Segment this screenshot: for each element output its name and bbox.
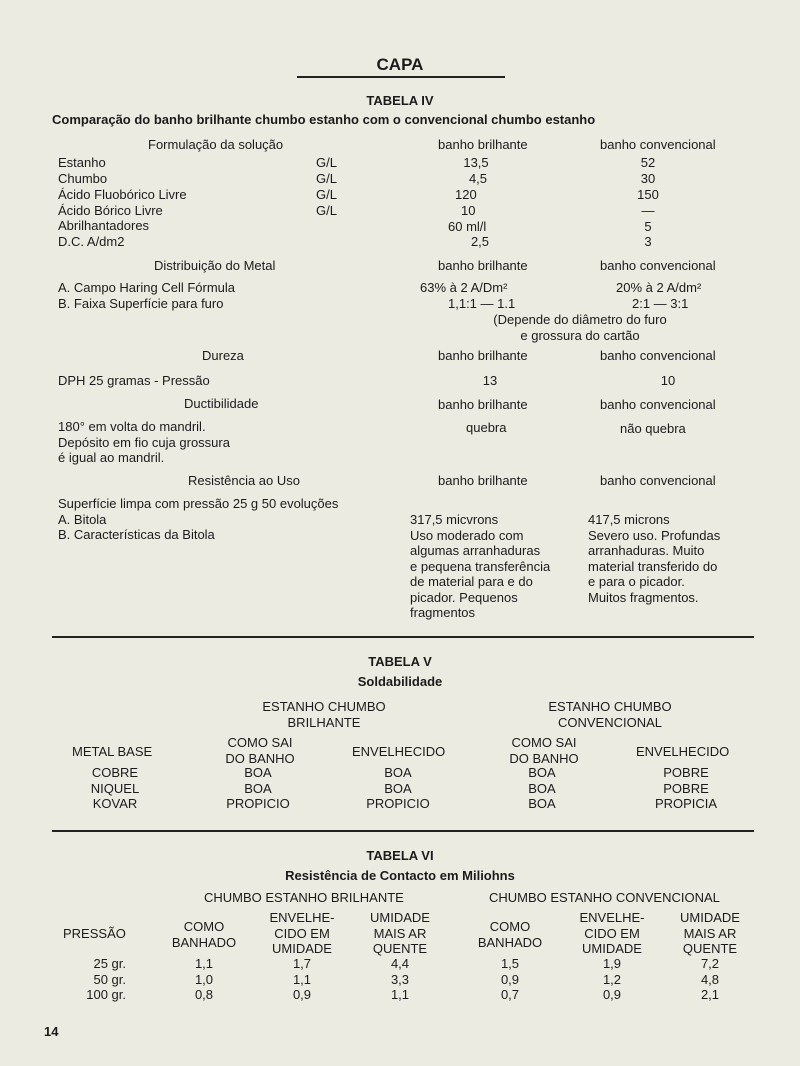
row-name: Ácido Bórico Livre <box>58 203 163 218</box>
bril-umid-column: 4,4 3,3 1,1 <box>390 956 410 1002</box>
col-envelhecido-umidade: ENVELHE- CIDO EM UMIDADE <box>269 910 335 956</box>
tabela4-title: Comparação do banho brilhante chumbo estanho com o convencional chumbo estanho <box>52 112 596 127</box>
tabela6-group-bril: CHUMBO ESTANHO BRILHANTE <box>204 890 404 905</box>
distribuicao-row1-bril: 63% à 2 A/Dm² <box>420 280 508 295</box>
page-number: 14 <box>44 1024 59 1039</box>
col-brilhante: banho brilhante <box>438 348 528 363</box>
tabela6-group-conv: CHUMBO ESTANHO CONVENCIONAL <box>489 890 720 905</box>
col-umidade-ar-quente: UMIDADE MAIS AR QUENTE <box>370 910 430 956</box>
col-envelhecido: ENVELHECIDO <box>352 744 446 759</box>
title-underline <box>297 76 505 78</box>
resistencia-row: Superfície limpa com pressão 25 g 50 evoluções A. Bitola B. Características da Bitola <box>58 496 339 542</box>
col-brilhante: banho brilhante <box>438 473 528 488</box>
col-brilhante: banho brilhante <box>438 258 528 273</box>
bril-env-column: BOA BOA PROPICIO <box>366 765 430 811</box>
distribuicao-row2: B. Faixa Superfície para furo <box>58 296 224 311</box>
resistencia-conv: 417,5 microns Severo uso. Profundas arranhaduras. Muito material transferido do e para o picador. Muitos fragmentos. <box>588 512 721 605</box>
row-name: Chumbo <box>58 171 108 186</box>
distribuicao-row1-conv: 20% à 2 A/dm² <box>616 280 702 295</box>
ductibilidade-conv: não quebra <box>620 421 686 436</box>
bril-como-column: 1,1 1,0 0,8 <box>194 956 214 1002</box>
bril-como-column: BOA BOA PROPICIO <box>226 765 290 811</box>
resistencia-bril: 317,5 micvrons Uso moderado com algumas arranhaduras e pequena transferência de material para e do picador. Pequenos fragmentos <box>410 512 551 620</box>
tabela6-title: Resistência de Contacto em Miliohns <box>285 868 515 883</box>
resistencia-label: Resistência ao Uso <box>188 473 300 488</box>
pressao-column: 25 gr. 50 gr. 100 gr. <box>86 956 126 1002</box>
row-name: Ácido Fluobórico Livre <box>58 187 187 202</box>
row-unit: G/L <box>316 155 337 170</box>
formulacao-label: Formulação da solução <box>148 137 284 152</box>
col-convencional: banho convencional <box>600 348 716 363</box>
conv-como-column: BOA BOA BOA <box>528 765 556 811</box>
col-umidade-ar-quente: UMIDADE MAIS AR QUENTE <box>680 910 740 956</box>
col-brilhante: banho brilhante <box>438 397 528 412</box>
dureza-bril: 13 <box>482 373 498 388</box>
row-name: Abrilhantadores <box>58 218 150 233</box>
col-convencional: banho convencional <box>600 258 716 273</box>
conv-env-column: 1,9 1,2 0,9 <box>602 956 622 1002</box>
col-envelhecido: ENVELHECIDO <box>636 744 730 759</box>
row-unit: G/L <box>316 187 337 202</box>
row-bril: 60 ml/l <box>448 219 487 234</box>
bril-env-column: 1,7 1,1 0,9 <box>292 956 312 1002</box>
ductibilidade-row: 180° em volta do mandril. Depósito em fio cuja grossura é igual ao mandril. <box>58 419 230 465</box>
row-conv: 52 <box>640 155 656 170</box>
dureza-row: DPH 25 gramas - Pressão <box>58 373 210 388</box>
col-metal-base: METAL BASE <box>72 744 153 759</box>
tabela5-title: Soldabilidade <box>357 674 443 689</box>
ductibilidade-label: Ductibilidade <box>184 396 259 411</box>
tabela6-heading: TABELA VI <box>366 848 434 863</box>
row-unit: G/L <box>316 203 337 218</box>
row-conv: 30 <box>640 171 656 186</box>
col-convencional: banho convencional <box>600 473 716 488</box>
metals-column: COBRE NIQUEL KOVAR <box>90 765 140 811</box>
page-title: CAPA <box>376 55 424 74</box>
row-conv: 5 <box>644 219 652 234</box>
col-como-banhado: COMO BANHADO <box>171 919 237 950</box>
tabela5-heading: TABELA V <box>368 654 432 669</box>
row-conv: — <box>641 203 655 218</box>
row-name: Estanho <box>58 155 106 170</box>
tabela5-group-bril: ESTANHO CHUMBO BRILHANTE <box>262 699 386 730</box>
col-convencional: banho convencional <box>600 137 716 152</box>
tabela4-heading: TABELA IV <box>366 93 434 108</box>
col-como-sai: COMO SAI DO BANHO <box>509 735 579 766</box>
row-name: D.C. A/dm2 <box>58 234 125 249</box>
distribuicao-row2-bril: 1,1:1 — 1.1 <box>448 296 516 311</box>
dureza-label: Dureza <box>202 348 244 363</box>
col-convencional: banho convencional <box>600 397 716 412</box>
row-bril: 13,5 <box>463 155 489 170</box>
distribuicao-row2-conv: 2:1 — 3:1 <box>632 296 689 311</box>
col-pressao: PRESSÃO <box>63 926 126 941</box>
tabela5-group-conv: ESTANHO CHUMBO CONVENCIONAL <box>548 699 672 730</box>
distribuicao-row1: A. Campo Haring Cell Fórmula <box>58 280 236 295</box>
distribuicao-label: Distribuição do Metal <box>154 258 276 273</box>
divider <box>52 830 754 832</box>
col-como-banhado: COMO BANHADO <box>477 919 543 950</box>
row-unit: G/L <box>316 171 337 186</box>
row-conv: 150 <box>637 187 659 202</box>
distribuicao-note: (Depende do diâmetro do furo e grossura do cartão <box>493 312 667 343</box>
ductibilidade-bril: quebra <box>466 420 507 435</box>
row-bril: 4,5 <box>468 171 488 186</box>
conv-env-column: POBRE POBRE PROPICIA <box>654 765 718 811</box>
dureza-conv: 10 <box>660 373 676 388</box>
row-bril: 10 <box>461 203 476 218</box>
col-envelhecido-umidade: ENVELHE- CIDO EM UMIDADE <box>579 910 645 956</box>
conv-umid-column: 7,2 4,8 2,1 <box>700 956 720 1002</box>
conv-como-column: 1,5 0,9 0,7 <box>500 956 520 1002</box>
divider <box>52 636 754 638</box>
col-como-sai: COMO SAI DO BANHO <box>225 735 295 766</box>
row-conv: 3 <box>644 234 652 249</box>
row-bril: 2,5 <box>470 234 490 249</box>
col-brilhante: banho brilhante <box>438 137 528 152</box>
row-bril: 120 <box>455 187 477 202</box>
